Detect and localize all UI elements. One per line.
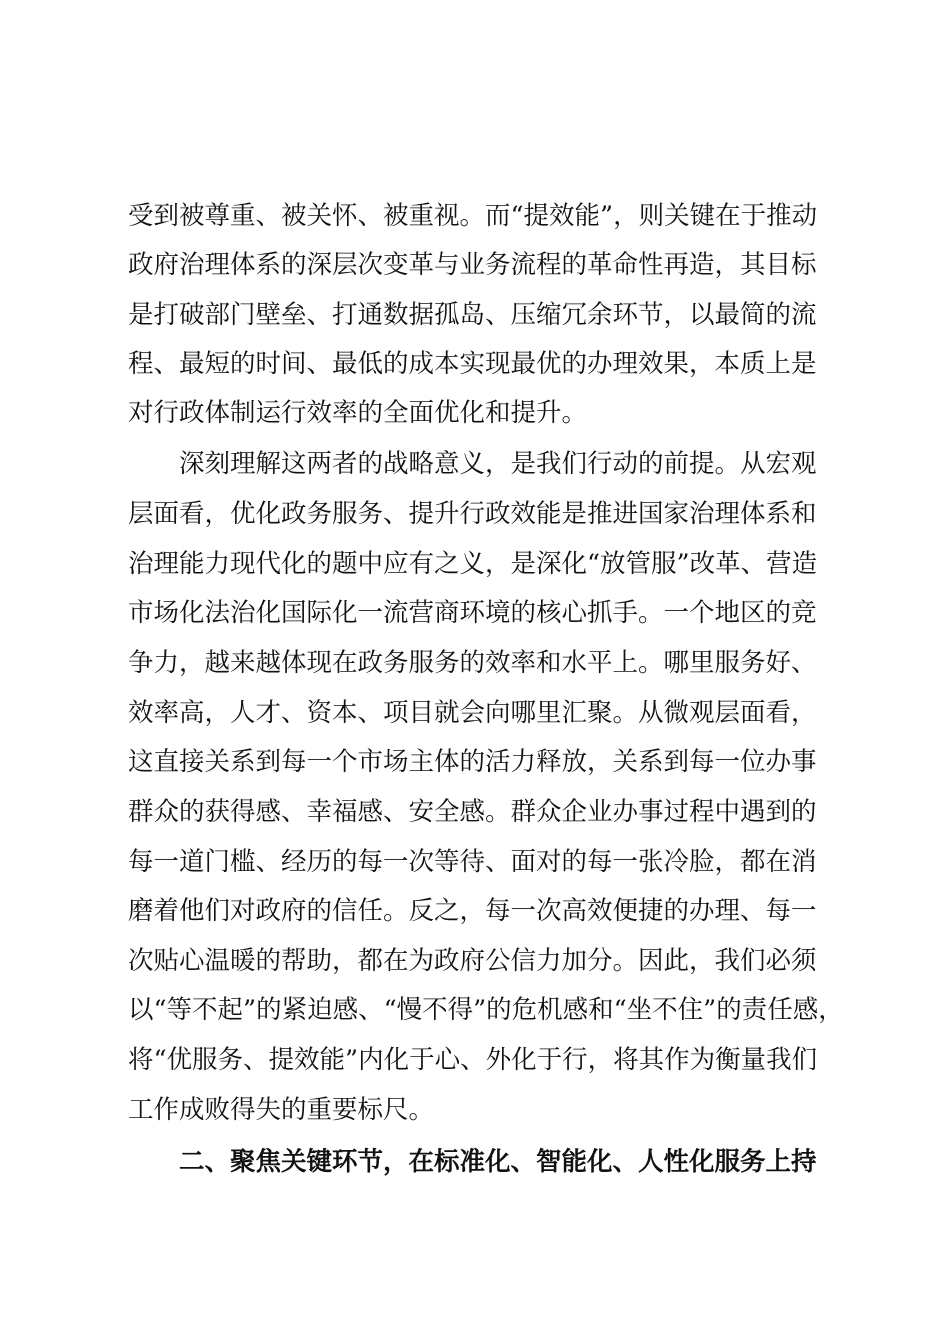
text-line-5: 对行政体制运行效率的全面优化和提升。 bbox=[128, 398, 588, 428]
text-line-11: 效率高，人才、资本、项目就会向哪里汇聚。从微观层面看， bbox=[128, 698, 817, 728]
text-line-12: 这直接关系到每一个市场主体的活力释放，关系到每一位办事 bbox=[128, 747, 817, 777]
text-line-7: 层面看，优化政务服务、提升行政效能是推进国家治理体系和 bbox=[128, 499, 817, 529]
text-line-18: 将“优服务、提效能”内化于心、外化于行，将其作为衡量我们 bbox=[128, 1045, 818, 1075]
text-line-14: 每一道门槛、经历的每一次等待、面对的每一张冷脸，都在消 bbox=[128, 847, 817, 877]
text-line-19: 工作成败得失的重要标尺。 bbox=[128, 1095, 435, 1125]
text-line-13: 群众的获得感、幸福感、安全感。群众企业办事过程中遇到的 bbox=[128, 797, 817, 827]
text-line-2: 政府治理体系的深层次变革与业务流程的革命性再造，其目标 bbox=[128, 250, 817, 280]
text-line-10: 争力，越来越体现在政务服务的效率和水平上。哪里服务好、 bbox=[128, 648, 817, 678]
section-heading: 二、聚焦关键环节，在标准化、智能化、人性化服务上持 bbox=[179, 1147, 817, 1177]
text-line-8: 治理能力现代化的题中应有之义，是深化“放管服”改革、营造 bbox=[128, 549, 818, 579]
text-line-16: 次贴心温暖的帮助，都在为政府公信力加分。因此，我们必须 bbox=[128, 946, 817, 976]
paragraph-start-line: 深刻理解这两者的战略意义，是我们行动的前提。从宏观 bbox=[179, 449, 817, 479]
text-line-3: 是打破部门壁垒、打通数据孤岛、压缩冗余环节，以最简的流 bbox=[128, 300, 817, 330]
text-line-9: 市场化法治化国际化一流营商环境的核心抓手。一个地区的竞 bbox=[128, 598, 817, 628]
text-line-15: 磨着他们对政府的信任。反之，每一次高效便捷的办理、每一 bbox=[128, 896, 817, 926]
text-line-1: 受到被尊重、被关怀、被重视。而“提效能”，则关键在于推动 bbox=[128, 201, 818, 231]
text-line-17: 以“等不起”的紧迫感、“慢不得”的危机感和“坐不住”的责任感， bbox=[128, 995, 844, 1025]
text-line-4: 程、最短的时间、最低的成本实现最优的办理效果，本质上是 bbox=[128, 349, 817, 379]
